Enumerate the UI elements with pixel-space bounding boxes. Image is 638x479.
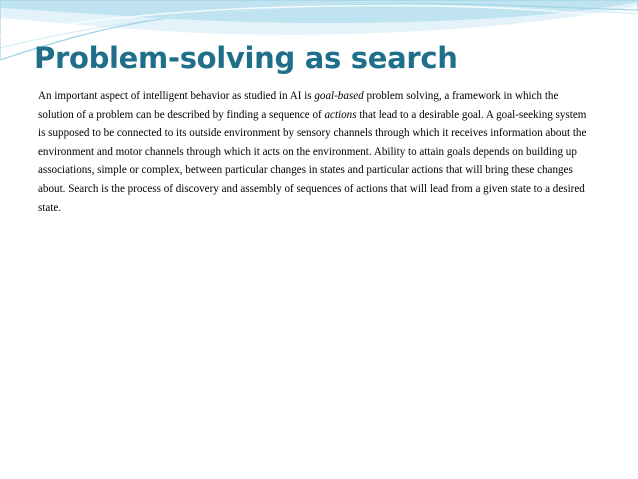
body-text-part-2: problem solving, a framework in which the solution of a problem can be described by finding a sequence of [38, 90, 559, 121]
slide-title: Problem-solving as search [34, 41, 458, 75]
body-paragraph [38, 87, 593, 217]
actions-term: actions [324, 108, 357, 121]
body-text-part-3: that lead to a desirable goal. A goal-seeking system is supposed to be connected to its outside environment by sensory channels through which it receives information about the environment and motor channels through which it acts on the environment. Ability to attain goals depends on building up associations, simple or complex, between particular changes in states and particular actions that will bring these changes about. Search is the process of discovery and assembly of sequences of actions that will lead from a given state to a desired state. [38, 108, 587, 214]
goal-based-term: goal-based [314, 90, 364, 102]
body-text-part-1: An important aspect of intelligent behavior as studied in AI is [38, 90, 315, 102]
